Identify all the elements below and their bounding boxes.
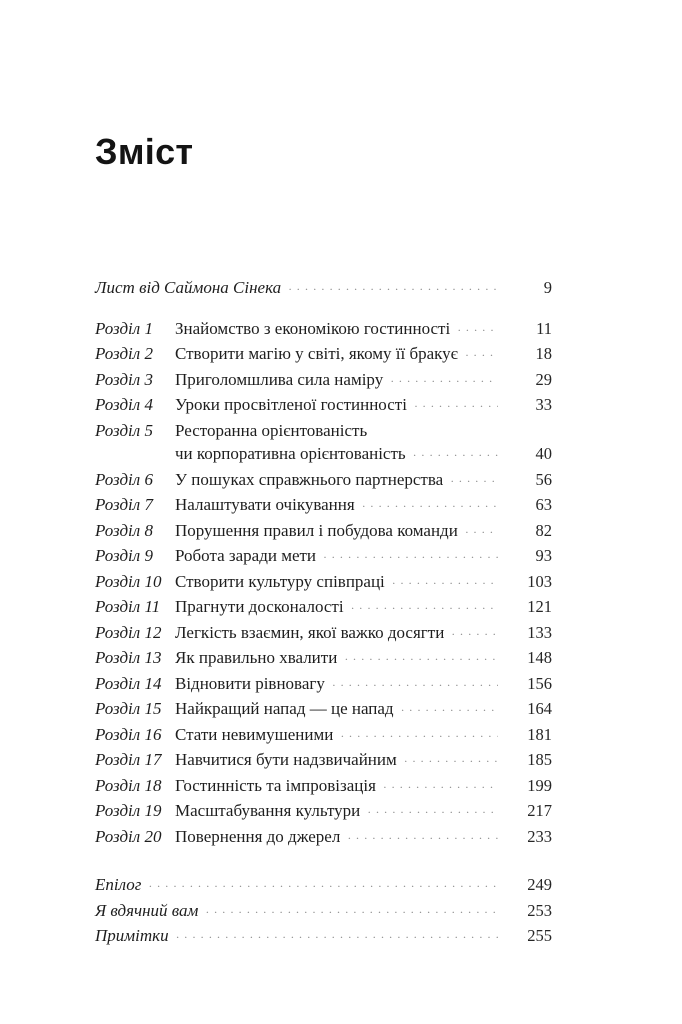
dot-leader xyxy=(451,623,498,647)
chapter-page: 156 xyxy=(527,673,552,693)
chapter-page: 63 xyxy=(535,495,552,514)
chapter-page: 11 xyxy=(536,318,552,338)
chapter-label: Розділ 10 xyxy=(95,571,162,591)
dot-leader xyxy=(344,648,498,672)
dot-leader xyxy=(465,521,498,545)
toc-chapter-row xyxy=(95,748,552,774)
chapter-page: 121 xyxy=(527,597,552,616)
chapter-title: У пошуках справжнього партнерства xyxy=(175,469,444,489)
chapter-label: Розділ 16 xyxy=(95,724,162,744)
chapter-title: Створити культуру співпраці xyxy=(175,571,385,591)
chapter-page: 56 xyxy=(535,469,552,489)
chapter-label: Розділ 9 xyxy=(95,546,153,565)
chapter-label: Розділ 6 xyxy=(95,469,153,489)
chapter-page: 82 xyxy=(535,520,552,540)
chapter-label: Розділ 8 xyxy=(95,520,153,540)
chapter-label: Розділ 3 xyxy=(95,369,153,389)
toc-front-row xyxy=(95,276,552,302)
chapter-title: Ресторанна орієнтованість xyxy=(175,420,368,440)
toc-chapter-row xyxy=(95,342,552,368)
chapter-page: 103 xyxy=(527,571,552,591)
toc-chapter-row xyxy=(95,799,552,825)
chapter-label: Розділ 4 xyxy=(95,395,153,414)
back-item-label: Примітки xyxy=(95,926,169,945)
chapter-label: Розділ 5 xyxy=(95,420,153,440)
chapter-label: Розділ 20 xyxy=(95,826,162,846)
dot-leader xyxy=(383,776,498,800)
chapter-page: 217 xyxy=(527,801,552,820)
dot-leader xyxy=(340,725,498,749)
back-item-label: Я вдячний вам xyxy=(95,900,199,920)
toc-entry-page: 9 xyxy=(543,278,552,297)
toc-chapter-row xyxy=(95,570,552,596)
chapter-title: Повернення до джерел xyxy=(175,826,341,846)
chapter-title: чи корпоративна орієнтованість xyxy=(175,444,406,463)
toc-chapter-row xyxy=(95,393,552,419)
chapter-title: Налаштувати очікування xyxy=(175,495,355,514)
dot-leader xyxy=(392,572,498,596)
chapter-page: 233 xyxy=(527,826,552,846)
toc-chapter-row xyxy=(95,317,552,343)
chapter-page: 40 xyxy=(535,444,552,463)
toc-chapter-row xyxy=(95,468,552,494)
chapter-label: Розділ 7 xyxy=(95,495,153,514)
dot-leader xyxy=(413,444,498,468)
dot-leader xyxy=(367,801,498,825)
chapter-title: Робота заради мети xyxy=(175,546,317,565)
dot-leader xyxy=(362,495,498,519)
chapter-page: 29 xyxy=(535,369,552,389)
toc-chapter-row xyxy=(95,697,552,723)
toc-chapter-row xyxy=(95,825,552,851)
chapter-page: 18 xyxy=(535,344,552,363)
chapter-label: Розділ 12 xyxy=(95,622,162,642)
table-of-contents xyxy=(95,276,552,950)
toc-chapter-row xyxy=(95,419,552,443)
toc-back-row xyxy=(95,873,552,899)
back-item-page: 253 xyxy=(527,900,552,920)
chapter-label: Розділ 13 xyxy=(95,648,162,667)
dot-leader xyxy=(288,278,498,302)
chapter-title: Гостинність та імпровізація xyxy=(175,775,376,795)
dot-leader xyxy=(148,875,498,899)
chapter-page: 133 xyxy=(527,622,552,642)
chapter-label: Розділ 11 xyxy=(95,597,161,616)
chapter-title: Знайомство з економікою гостинності xyxy=(175,318,451,338)
dot-leader xyxy=(347,827,498,851)
chapter-page: 164 xyxy=(527,699,552,718)
chapter-page: 93 xyxy=(535,546,552,565)
dot-leader xyxy=(414,395,498,419)
chapter-page: 33 xyxy=(535,395,552,414)
chapter-label: Розділ 19 xyxy=(95,801,162,820)
chapter-title: Масштабування культури xyxy=(175,801,361,820)
dot-leader xyxy=(390,370,498,394)
page-title: Зміст xyxy=(95,131,194,172)
chapter-page: 185 xyxy=(527,750,552,769)
chapter-label: Розділ 1 xyxy=(95,318,153,338)
toc-chapter-row xyxy=(95,519,552,545)
chapter-label: Розділ 2 xyxy=(95,344,153,363)
chapter-page: 148 xyxy=(527,648,552,667)
chapter-label: Розділ 18 xyxy=(95,775,162,795)
toc-entry-label: Лист від Саймона Сінека xyxy=(95,278,282,297)
chapter-title: Уроки просвітленої гостинності xyxy=(175,395,407,414)
toc-chapter-row xyxy=(95,621,552,647)
toc-chapter-row xyxy=(95,368,552,394)
toc-chapter-row xyxy=(95,646,552,672)
toc-back-row xyxy=(95,899,552,925)
chapter-title: Легкість взаємин, якої важко досягти xyxy=(175,622,445,642)
chapter-page: 181 xyxy=(527,724,552,744)
back-item-label: Епілог xyxy=(95,875,142,894)
dot-leader xyxy=(332,674,498,698)
dot-leader xyxy=(465,344,498,368)
back-item-page: 249 xyxy=(527,875,552,894)
back-matter-list xyxy=(95,873,552,950)
chapter-title: Навчитися бути надзвичайним xyxy=(175,750,397,769)
chapter-label: Розділ 15 xyxy=(95,699,162,718)
chapter-label: Розділ 17 xyxy=(95,750,162,769)
toc-chapter-row xyxy=(95,595,552,621)
toc-chapter-row xyxy=(95,672,552,698)
chapter-label: Розділ 14 xyxy=(95,673,162,693)
chapter-title: Як правильно хвалити xyxy=(175,648,338,667)
dot-leader xyxy=(176,926,498,950)
chapter-title: Створити магію у світі, якому її бракує xyxy=(175,344,458,363)
chapter-title: Приголомшлива сила наміру xyxy=(175,369,384,389)
toc-chapter-row xyxy=(95,442,552,468)
dot-leader xyxy=(351,597,498,621)
chapter-title: Найкращий напад — це напад xyxy=(175,699,394,718)
chapter-title: Порушення правил і побудова команди xyxy=(175,520,458,540)
toc-chapter-row xyxy=(95,493,552,519)
toc-chapter-row xyxy=(95,723,552,749)
toc-chapter-row xyxy=(95,544,552,570)
dot-leader xyxy=(457,319,498,343)
dot-leader xyxy=(401,699,498,723)
chapter-title: Відновити рівновагу xyxy=(175,673,325,693)
chapter-title: Прагнути досконалості xyxy=(175,597,344,616)
toc-back-row xyxy=(95,924,552,950)
chapter-page: 199 xyxy=(527,775,552,795)
dot-leader xyxy=(323,546,498,570)
dot-leader xyxy=(205,901,498,925)
chapter-title: Стати невимушеними xyxy=(175,724,334,744)
toc-chapter-row xyxy=(95,774,552,800)
dot-leader xyxy=(450,470,498,494)
dot-leader xyxy=(404,750,498,774)
chapter-list xyxy=(95,317,552,851)
back-item-page: 255 xyxy=(527,926,552,945)
